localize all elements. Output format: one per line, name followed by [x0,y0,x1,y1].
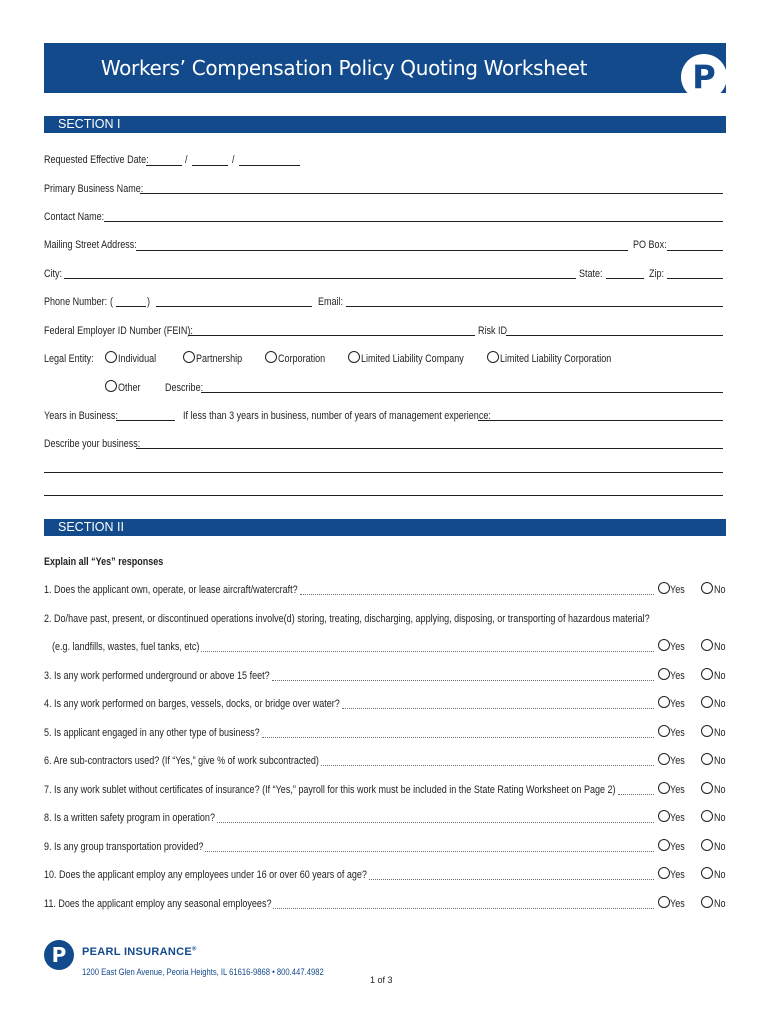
yes-label: Yes [670,727,685,739]
contact-name-label: Contact Name: [44,211,105,223]
yes-radio[interactable] [658,668,670,680]
question-label: 2. Do/have past, present, or discontinued operations involve(d) storing, treating, discharging, applying, disposing, or transporting of hazardous material? [44,613,650,625]
corporation-radio[interactable] [265,351,277,363]
section-2-header: SECTION II [44,519,726,536]
phone-paren-close: ) [147,296,151,308]
question-label: 1. Does the applicant own, operate, or lease aircraft/watercraft? [44,584,298,596]
yes-label: Yes [670,698,685,710]
no-label: No [714,898,726,910]
no-label: No [714,727,726,739]
effective-date-label: Requested Effective Date: [44,154,149,166]
yes-radio[interactable] [658,867,670,879]
yes-radio[interactable] [658,696,670,708]
years-in-business-field[interactable] [116,420,175,421]
phone-number-field[interactable] [156,306,312,307]
effective-date-day-field[interactable] [192,165,228,166]
corporation-option-label: Corporation [278,353,326,365]
effective-date-month-field[interactable] [146,165,182,166]
no-label: No [714,670,726,682]
section-2-instruction: Explain all “Yes” responses [44,556,164,568]
fein-label: Federal Employer ID Number (FEIN): [44,325,193,337]
yes-radio[interactable] [658,582,670,594]
llc-corporation-radio[interactable] [487,351,499,363]
management-experience-label: If less than 3 years in business, number of years of management experience: [183,410,491,422]
dotted-leader [205,851,654,852]
no-label: No [714,641,726,653]
question-label: 7. Is any work sublet without certificates of insurance? (If “Yes,” payroll for this work must be included in the State Rating Worksheet on Page 2) [44,784,616,796]
state-field[interactable] [606,278,644,279]
yes-label: Yes [670,841,685,853]
dotted-leader [273,908,654,909]
business-name-label: Primary Business Name: [44,183,144,195]
no-radio[interactable] [701,696,713,708]
page-title: Workers’ Compensation Policy Quoting Worksheet [100,56,588,80]
describe-business-label: Describe your business: [44,438,141,450]
po-box-field[interactable] [667,250,723,251]
date-slash: / [232,154,235,166]
city-field[interactable] [64,278,576,279]
no-label: No [714,698,726,710]
fein-field[interactable] [188,335,475,336]
date-slash: / [185,154,188,166]
no-radio[interactable] [701,753,713,765]
yes-radio[interactable] [658,896,670,908]
dotted-leader [201,651,654,652]
years-in-business-label: Years in Business: [44,410,118,422]
dotted-leader [262,737,654,738]
describe-label: Describe: [165,382,204,394]
mailing-address-label: Mailing Street Address: [44,239,137,251]
effective-date-year-field[interactable] [239,165,300,166]
no-radio[interactable] [701,867,713,879]
state-label: State: [579,268,603,280]
city-label: City: [44,268,63,280]
yes-radio[interactable] [658,725,670,737]
yes-label: Yes [670,784,685,796]
dotted-leader [217,822,654,823]
phone-label: Phone Number: [44,296,108,308]
individual-option-label: Individual [118,353,157,365]
describe-business-field-line-3[interactable] [44,495,723,496]
phone-area-code-field[interactable] [116,306,146,307]
zip-field[interactable] [667,278,723,279]
legal-entity-label: Legal Entity: [44,353,94,365]
llc-corporation-option-label: Limited Liability Corporation [500,353,612,365]
mailing-address-field[interactable] [136,250,628,251]
pearl-footer-logo-icon: P [44,940,74,970]
question-label: 4. Is any work performed on barges, vessels, docks, or bridge over water? [44,698,340,710]
dotted-leader [618,794,654,795]
section-1-header: SECTION I [44,116,726,133]
other-option-label: Other [118,382,141,394]
no-label: No [714,784,726,796]
question-label: 3. Is any work performed underground or above 15 feet? [44,670,270,682]
individual-radio[interactable] [105,351,117,363]
yes-label: Yes [670,755,685,767]
llc-company-option-label: Limited Liability Company [361,353,464,365]
question-label: 9. Is any group transportation provided? [44,841,204,853]
yes-label: Yes [670,869,685,881]
question-label: 10. Does the applicant employ any employees under 16 or over 60 years of age? [44,869,367,881]
email-field[interactable] [346,306,723,307]
partnership-option-label: Partnership [196,353,243,365]
footer-brand: PEARL INSURANCE® [82,946,197,958]
describe-business-field[interactable] [136,448,723,449]
no-radio[interactable] [701,639,713,651]
dotted-leader [272,680,654,681]
llc-company-radio[interactable] [348,351,360,363]
dotted-leader [369,879,654,880]
po-box-label: PO Box: [633,239,667,251]
risk-id-label: Risk ID [478,325,508,337]
risk-id-field[interactable] [506,335,723,336]
no-radio[interactable] [701,725,713,737]
business-name-field[interactable] [140,193,723,194]
dotted-leader [300,594,654,595]
phone-paren-open: ( [110,296,114,308]
yes-radio[interactable] [658,753,670,765]
dotted-leader [321,765,654,766]
question-label: 6. Are sub-contractors used? (If “Yes,” give % of work subcontracted) [44,755,319,767]
yes-label: Yes [670,641,685,653]
no-radio[interactable] [701,668,713,680]
no-label: No [714,584,726,596]
describe-business-field-line-2[interactable] [44,472,723,473]
no-radio[interactable] [701,810,713,822]
yes-label: Yes [670,670,685,682]
yes-radio[interactable] [658,639,670,651]
question-label: 5. Is applicant engaged in any other type of business? [44,727,260,739]
no-label: No [714,869,726,881]
no-radio[interactable] [701,782,713,794]
dotted-leader [342,708,654,709]
no-radio[interactable] [701,839,713,851]
question-label: (e.g. landfills, wastes, fuel tanks, etc) [52,641,200,653]
yes-label: Yes [670,812,685,824]
partnership-radio[interactable] [183,351,195,363]
other-radio[interactable] [105,380,117,392]
contact-name-field[interactable] [104,221,723,222]
question-label: 8. Is a written safety program in operation? [44,812,215,824]
describe-other-field[interactable] [201,392,723,393]
page-number: 1 of 3 [370,975,393,985]
zip-label: Zip: [649,268,665,280]
question-label: 11. Does the applicant employ any seasonal employees? [44,898,272,910]
email-label: Email: [318,296,344,308]
footer-address: 1200 East Glen Avenue, Peoria Heights, IL 61616-9868 • 800.447.4982 [82,967,324,977]
pearl-logo-icon: P [692,58,716,96]
yes-radio[interactable] [658,782,670,794]
no-label: No [714,755,726,767]
no-label: No [714,812,726,824]
no-radio[interactable] [701,896,713,908]
yes-label: Yes [670,898,685,910]
no-radio[interactable] [701,582,713,594]
yes-radio[interactable] [658,839,670,851]
yes-radio[interactable] [658,810,670,822]
no-label: No [714,841,726,853]
yes-label: Yes [670,584,685,596]
management-experience-field[interactable] [478,420,723,421]
